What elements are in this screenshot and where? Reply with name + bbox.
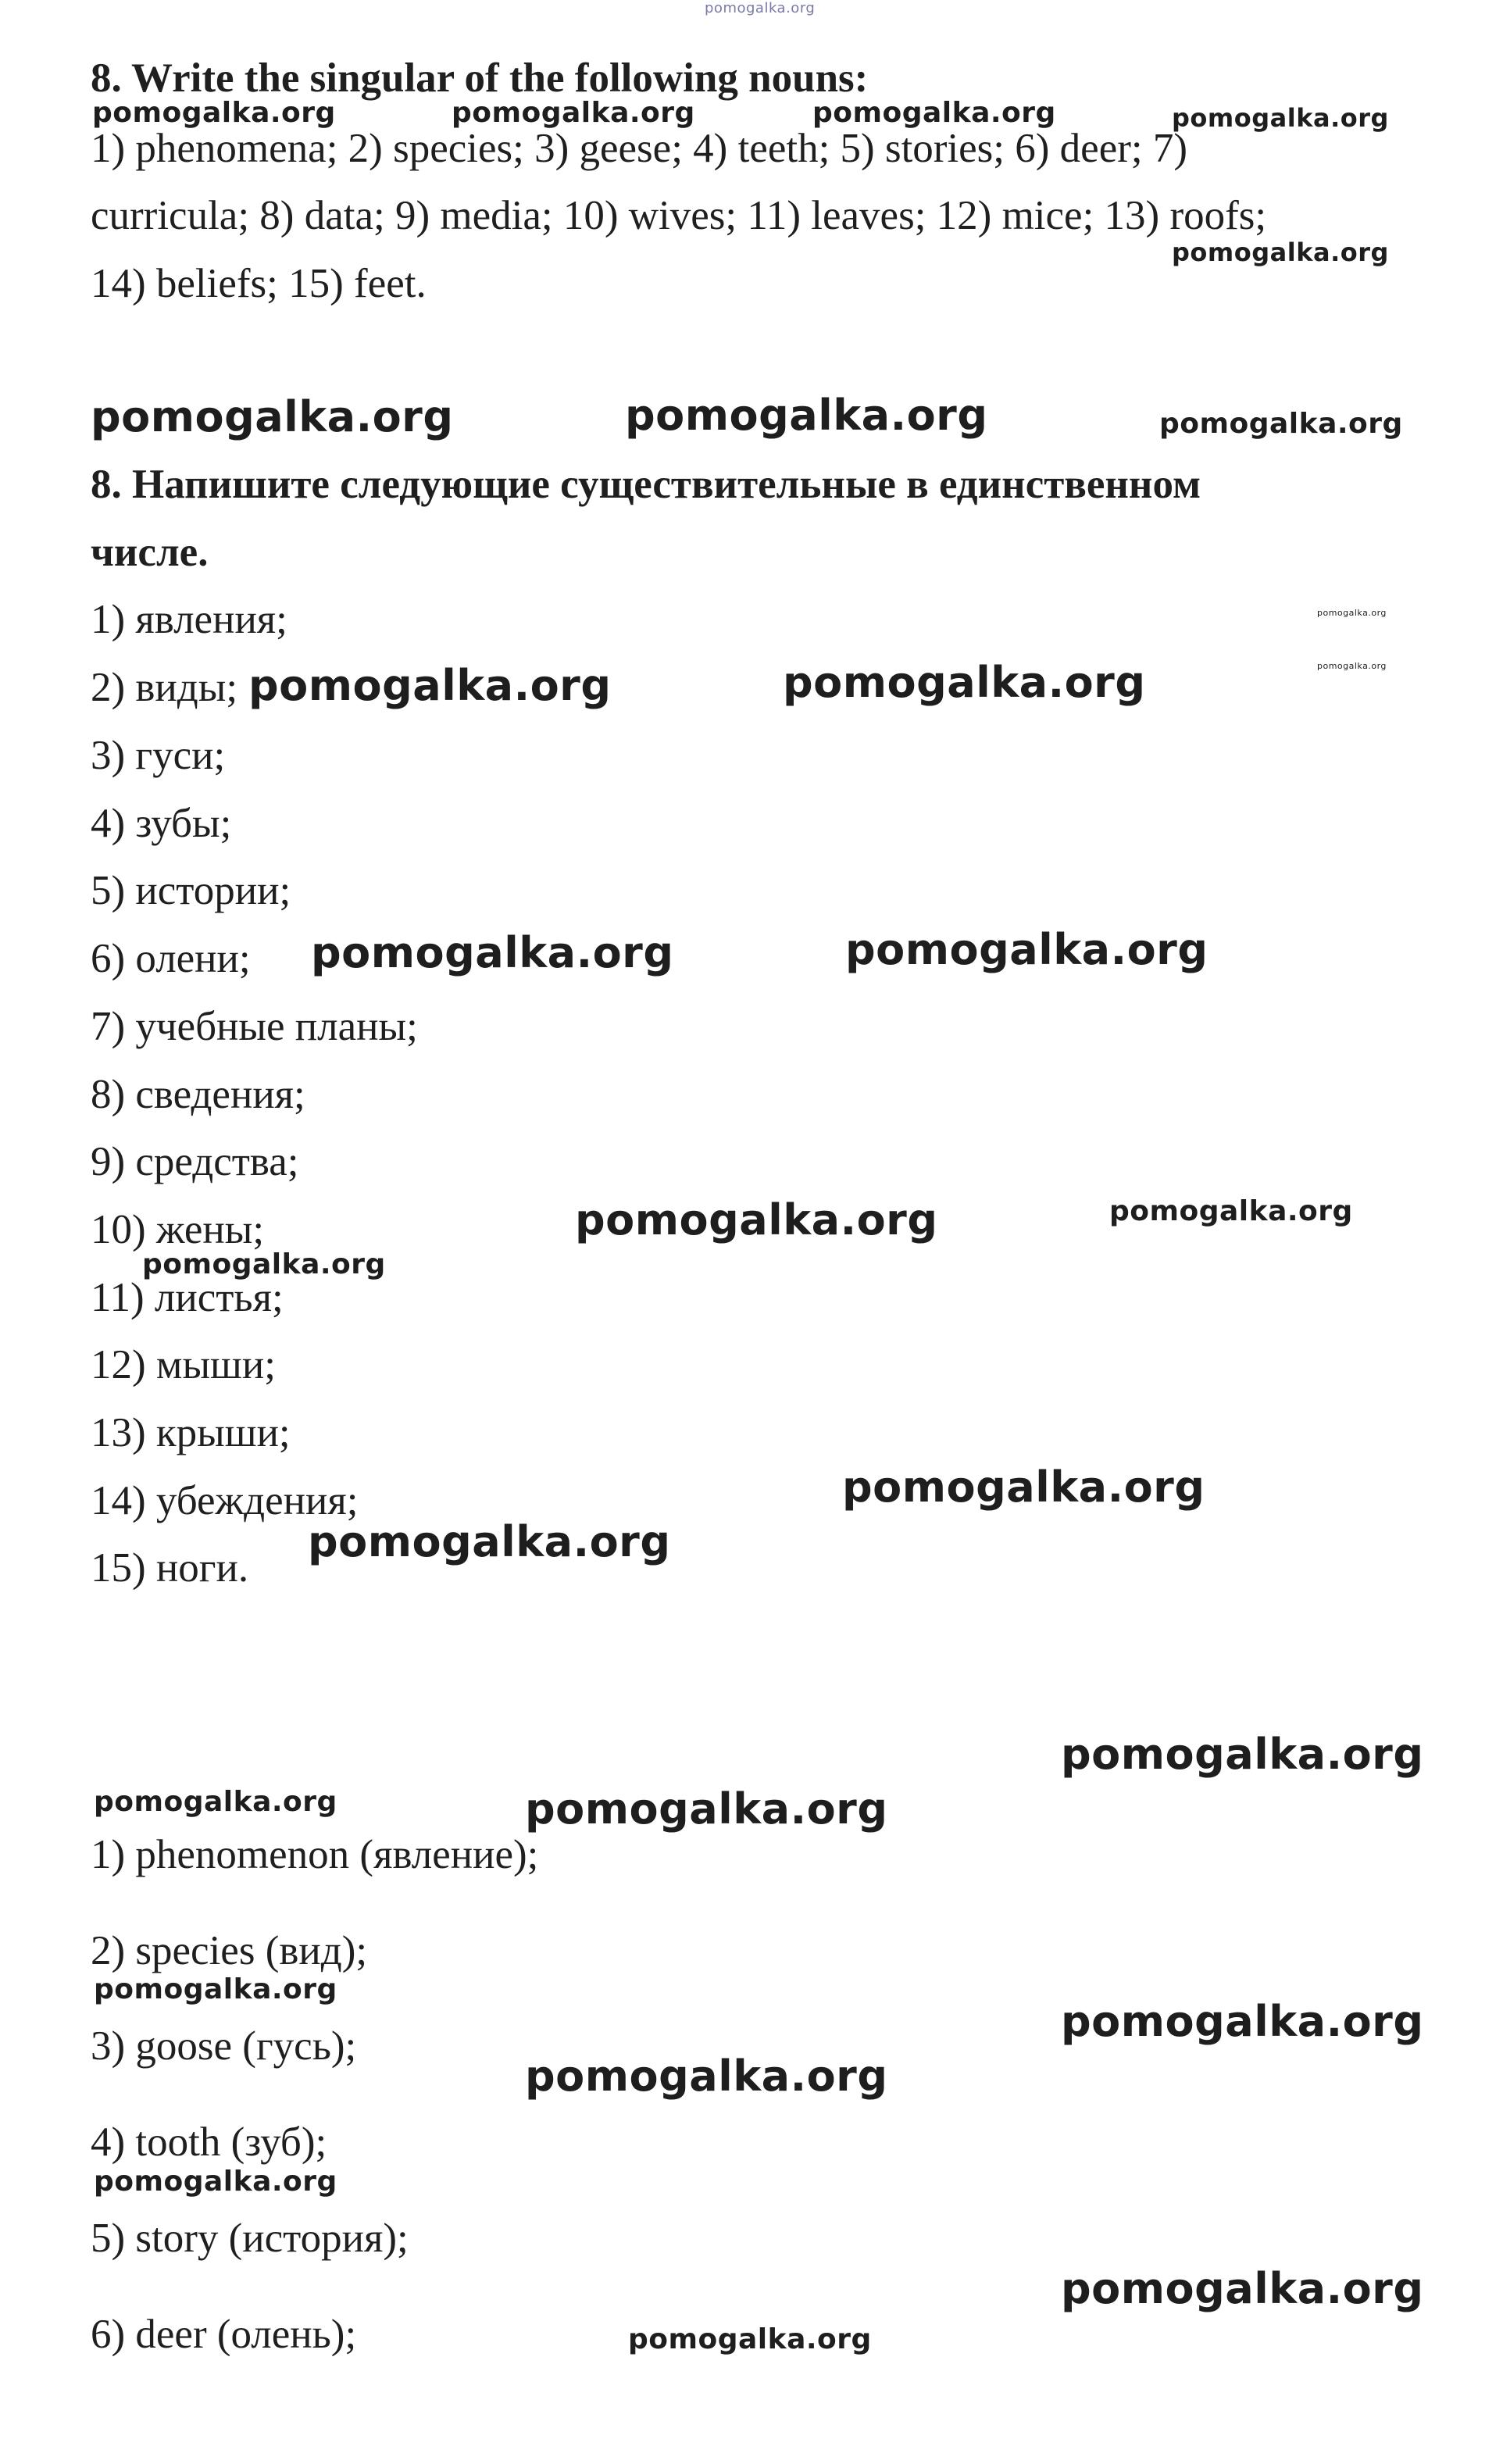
exercise-ru-item: 3) гуси; — [91, 733, 226, 778]
watermark: pomogalka.org — [311, 928, 674, 977]
exercise-ru-item: 6) олени; — [91, 936, 251, 981]
exercise-ru-item: 11) листья; — [91, 1275, 284, 1320]
exercise-ru-item: 8) сведения; — [91, 1072, 305, 1117]
watermark: pomogalka.org — [94, 1786, 337, 1818]
answer-item: 4) tooth (зуб); — [91, 2119, 327, 2165]
watermark: pomogalka.org — [94, 2166, 337, 2198]
watermark: pomogalka.org — [142, 1248, 386, 1280]
exercise-en-line: 14) beliefs; 15) feet. — [91, 261, 427, 306]
exercise-ru-item: 5) истории; — [91, 868, 291, 913]
watermark: pomogalka.org — [452, 97, 695, 129]
watermark: pomogalka.org — [525, 1784, 888, 1834]
answer-item: 1) phenomenon (явление); — [91, 1832, 539, 1877]
watermark: pomogalka.org — [525, 2052, 888, 2101]
exercise-en-line: 1) phenomena; 2) species; 3) geese; 4) teeth; 5) stories; 6) deer; 7) — [91, 126, 1188, 171]
exercise-ru-item: 14) убеждения; — [91, 1478, 359, 1523]
exercise-ru-item: 4) зубы; — [91, 801, 232, 846]
exercise-ru-title: 8. Напишите следующие существительные в единственном — [91, 462, 1201, 507]
watermark: pomogalka.org — [575, 1195, 938, 1244]
exercise-ru-item: 10) жены; — [91, 1207, 265, 1252]
exercise-ru-item: 7) учебные планы; — [91, 1004, 418, 1049]
exercise-en-line: curricula; 8) data; 9) media; 10) wives; 11) leaves; 12) mice; 13) roofs; — [91, 193, 1267, 238]
watermark: pomogalka.org — [842, 1462, 1205, 1512]
exercise-en-title: 8. Write the singular of the following nouns: — [91, 55, 869, 101]
exercise-ru-item: 2) виды; — [91, 665, 238, 710]
watermark: pomogalka.org — [308, 1517, 671, 1566]
watermark: pomogalka.org — [625, 391, 988, 440]
watermark: pomogalka.org — [1172, 103, 1389, 133]
watermark: pomogalka.org — [845, 925, 1208, 974]
watermark: pomogalka.org — [705, 0, 816, 16]
watermark: pomogalka.org — [1159, 408, 1403, 440]
exercise-ru-item: 1) явления; — [91, 597, 287, 642]
watermark: pomogalka.org — [1061, 1997, 1424, 2046]
watermark: pomogalka.org — [1109, 1195, 1353, 1227]
watermark: pomogalka.org — [1317, 661, 1387, 671]
watermark: pomogalka.org — [1061, 1730, 1424, 1779]
watermark: pomogalka.org — [1061, 2264, 1424, 2313]
watermark: pomogalka.org — [1172, 237, 1389, 267]
exercise-ru-title: числе. — [91, 530, 209, 575]
watermark: pomogalka.org — [94, 1973, 337, 2005]
watermark: pomogalka.org — [783, 658, 1146, 707]
exercise-ru-item: 12) мыши; — [91, 1342, 276, 1387]
watermark: pomogalka.org — [1317, 608, 1387, 618]
exercise-ru-item: 13) крыши; — [91, 1410, 291, 1455]
watermark: pomogalka.org — [92, 97, 336, 129]
watermark: pomogalka.org — [91, 392, 454, 441]
answer-item: 2) species (вид); — [91, 1928, 368, 1973]
watermark: pomogalka.org — [628, 2323, 872, 2355]
answer-item: 3) goose (гусь); — [91, 2023, 357, 2069]
answer-item: 5) story (история); — [91, 2216, 409, 2261]
exercise-ru-item: 15) ноги. — [91, 1545, 249, 1591]
watermark: pomogalka.org — [812, 97, 1056, 129]
answer-item: 6) deer (олень); — [91, 2312, 357, 2357]
watermark: pomogalka.org — [248, 661, 612, 710]
exercise-ru-item: 9) средства; — [91, 1139, 299, 1184]
